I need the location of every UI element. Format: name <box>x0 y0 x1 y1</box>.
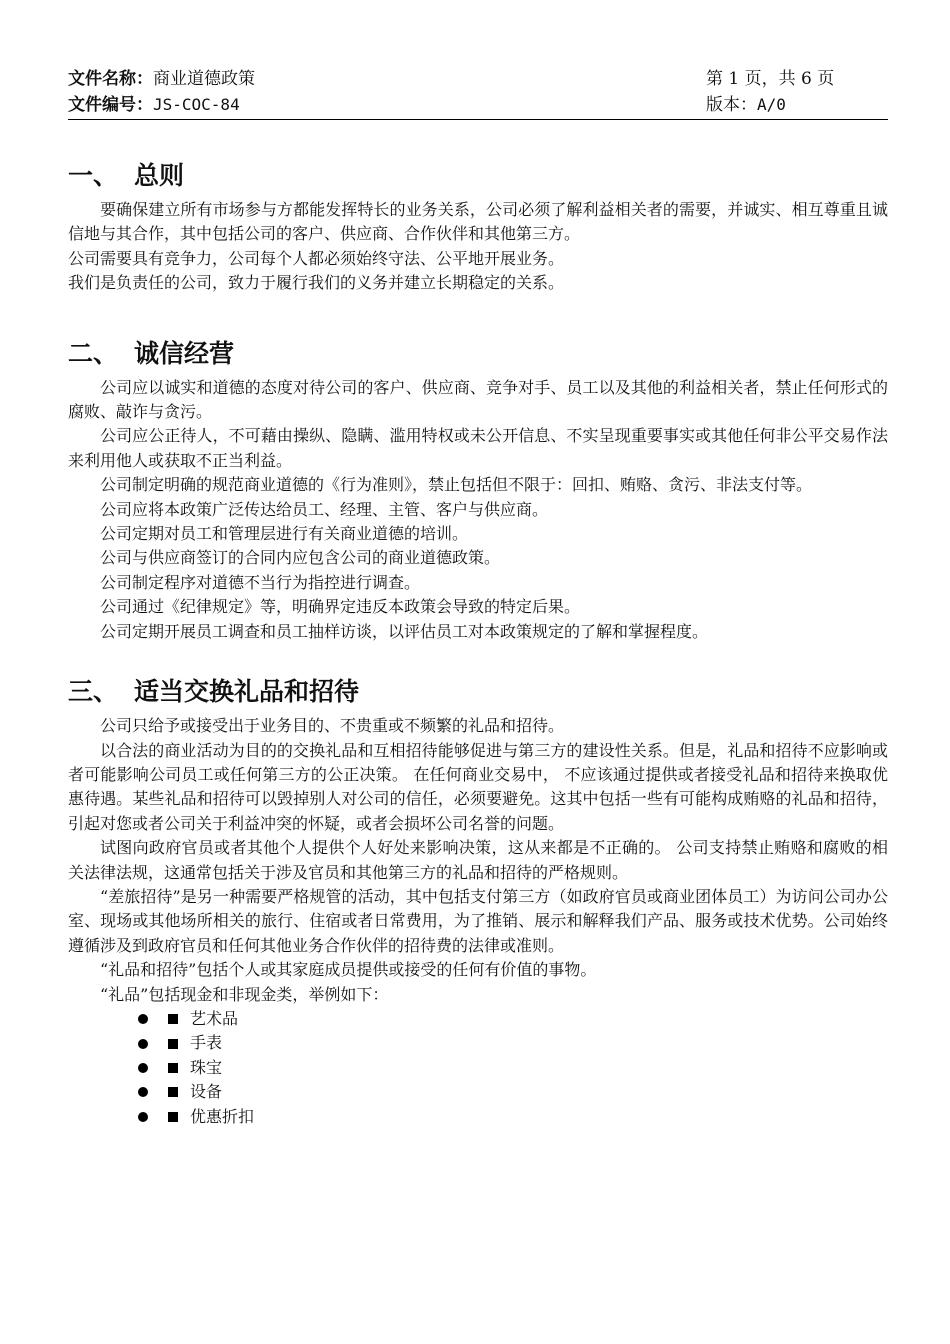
section-number: 三、 <box>68 677 119 707</box>
section-title: 适当交换礼品和招待 <box>134 677 360 707</box>
bullet-circle-icon <box>138 1014 148 1024</box>
file-code-value: JS-COC-84 <box>153 95 240 114</box>
list-item-label: 艺术品 <box>190 1008 239 1028</box>
version-value: A/0 <box>757 95 786 114</box>
bullet-circle-icon <box>138 1039 148 1049</box>
paragraph: “礼品和招待”包括个人或其家庭成员提供或接受的任何有价值的事物。 <box>100 960 597 980</box>
gift-examples-list <box>68 1007 888 1129</box>
bullet-circle-icon <box>138 1087 148 1097</box>
paragraph: 要确保建立所有市场参与方都能发挥特长的业务关系，公司必须了解利益相关者的需要，并诚实、相互尊重且诚信地与其合作，其中包括公司的客户、供应商、合作伙伴和其他第三方。 <box>68 200 888 244</box>
list-item <box>68 1007 888 1031</box>
paragraph: “礼品”包括现金和非现金类，举例如下： <box>100 984 389 1004</box>
paragraph: 公司定期对员工和管理层进行有关商业道德的培训。 <box>100 524 469 544</box>
bullet-circle-icon <box>138 1063 148 1073</box>
page-info: 第 1 页，共 6 页 <box>706 69 835 89</box>
list-item <box>68 1056 888 1080</box>
file-name-label: 文件名称： <box>68 69 153 89</box>
bullet-square-icon <box>168 1014 178 1024</box>
version-line <box>706 92 888 118</box>
list-item-label: 珠宝 <box>190 1057 223 1077</box>
section-title: 诚信经营 <box>134 338 235 368</box>
paragraph: 公司应以诚实和道德的态度对待公司的客户、供应商、竞争对手、员工以及其他的利益相关者，禁止任何形式的腐败、敲诈与贪污。 <box>68 377 888 422</box>
list-item <box>68 1080 888 1104</box>
section-title: 总则 <box>134 161 185 190</box>
bullet-square-icon <box>168 1063 178 1073</box>
bullet-square-icon <box>168 1039 178 1049</box>
bullet-circle-icon <box>138 1112 148 1122</box>
paragraph: 公司制定程序对道德不当行为指控进行调查。 <box>100 572 421 592</box>
section-number: 二、 <box>68 338 119 368</box>
paragraph: 试图向政府官员或者其他个人提供个人好处来影响决策，这从来都是不正确的。 公司支持禁止贿赂和腐败的相关法律法规，这通常包括关于涉及官员和其他第三方的礼品和招待的严格规则。 <box>68 838 888 882</box>
header-left <box>68 66 568 118</box>
section-number: 一、 <box>68 161 119 190</box>
section-heading-integrity <box>68 336 888 372</box>
paragraph: 公司需要具有竞争力，公司每个人都必须始终守法、公平地开展业务。 <box>68 248 565 268</box>
file-code-label: 文件编号： <box>68 95 153 115</box>
header-right <box>706 66 888 118</box>
list-item-label: 设备 <box>190 1082 223 1102</box>
document-header <box>68 66 888 120</box>
paragraph: 公司定期开展员工调查和员工抽样访谈，以评估员工对本政策规定的了解和掌握程度。 <box>100 621 709 641</box>
paragraph: 公司应将本政策广泛传达给员工、经理、主管、客户与供应商。 <box>100 499 549 519</box>
paragraph: 以合法的商业活动为目的的交换礼品和互相招待能够促进与第三方的建设性关系。但是，礼品和招待不应影响或者可能影响公司员工或任何第三方的公正决策。 在任何商业交易中， 不应该通过提供或者接受礼品和招待来换取优惠待遇。某些礼品和招待可以毁掉别人对公司的信任，必须要避免。这其中包括一些有可能构成贿赂的礼品和招待，引起对您或者公司关于利益冲突的怀疑，或者会损坏公司名誉的问题。 <box>68 740 888 833</box>
paragraph: 公司只给予或接受出于业务目的、不贵重或不频繁的礼品和招待。 <box>100 716 565 736</box>
file-code-line <box>68 92 568 118</box>
list-item-label: 手表 <box>190 1033 223 1053</box>
bullet-square-icon <box>168 1112 178 1122</box>
version-label: 版本： <box>706 95 757 115</box>
list-item <box>68 1105 888 1129</box>
paragraph: 公司应公正待人，不可藉由操纵、隐瞒、滥用特权或未公开信息、不实呈现重要事实或其他任何非公平交易作法来利用他人或获取不正当利益。 <box>68 426 888 470</box>
list-item-label: 优惠折扣 <box>190 1106 255 1126</box>
file-name-value: 商业道德政策 <box>153 69 255 89</box>
bullet-square-icon <box>168 1087 178 1097</box>
paragraph: 公司制定明确的规范商业道德的《行为准则》，禁止包括但不限于：回扣、贿赂、贪污、非法支付等。 <box>100 475 813 495</box>
paragraph: 公司通过《纪律规定》等，明确界定违反本政策会导致的特定后果。 <box>100 597 581 617</box>
file-name-line <box>68 66 568 92</box>
list-item <box>68 1031 888 1055</box>
document-page <box>68 66 888 1129</box>
section-heading-gifts <box>68 674 888 710</box>
paragraph: 公司与供应商签订的合同内应包含公司的商业道德政策。 <box>100 548 501 568</box>
paragraph: 我们是负责任的公司，致力于履行我们的义务并建立长期稳定的关系。 <box>68 273 565 293</box>
section-heading-general <box>68 158 888 194</box>
paragraph: “差旅招待”是另一种需要严格规管的活动，其中包括支付第三方（如政府官员或商业团体员工）为访问公司办公室、现场或其他场所相关的旅行、住宿或者日常费用，为了推销、展示和解释我们产品、服务或技术优势。公司始终遵循涉及到政府官员和任何其他业务合作伙伴的招待费的法律或准则。 <box>68 886 888 955</box>
